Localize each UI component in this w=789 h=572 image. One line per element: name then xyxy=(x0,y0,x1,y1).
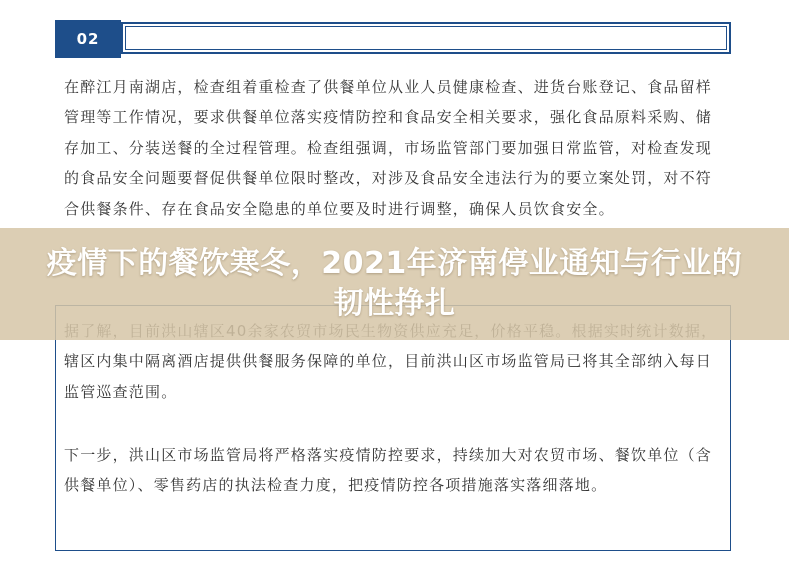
paragraph-inspection: 在醉江月南湖店，检查组着重检查了供餐单位从业人员健康检查、进货台账登记、食品留样管理等工作情况，要求供餐单位落实疫情防控和食品安全相关要求，强化食品原料采购、储存加工、分装送餐的全过程管理。检查组强调，市场监管部门要加强日常监管，对检查发现的食品安全问题要督促供餐单位限时整改，对涉及食品安全违法行为的要立案处罚，对不符合供餐条件、存在食品安全隐患的单位要及时进行调整，确保人员饮食安全。 xyxy=(64,78,713,218)
title-overlay-band xyxy=(0,228,789,340)
paragraph-supply: 辖区内集中隔离酒店提供供餐服务保障的单位，目前洪山区市场监管局已将其全部纳入每日监管巡查范围。 xyxy=(64,352,713,401)
section-number-badge: 02 xyxy=(55,20,121,58)
paragraph-next-steps: 下一步，洪山区市场监管局将严格落实疫情防控要求，持续加大对农贸市场、餐饮单位（含供餐单位）、零售药店的执法检查力度，把疫情防控各项措施落实落细落地。 xyxy=(64,446,713,495)
overlay-title: 疫情下的餐饮寒冬，2021年济南停业通知与行业的韧性挣扎 xyxy=(46,246,743,321)
section-header xyxy=(55,20,731,58)
section-header-bar xyxy=(121,22,731,54)
